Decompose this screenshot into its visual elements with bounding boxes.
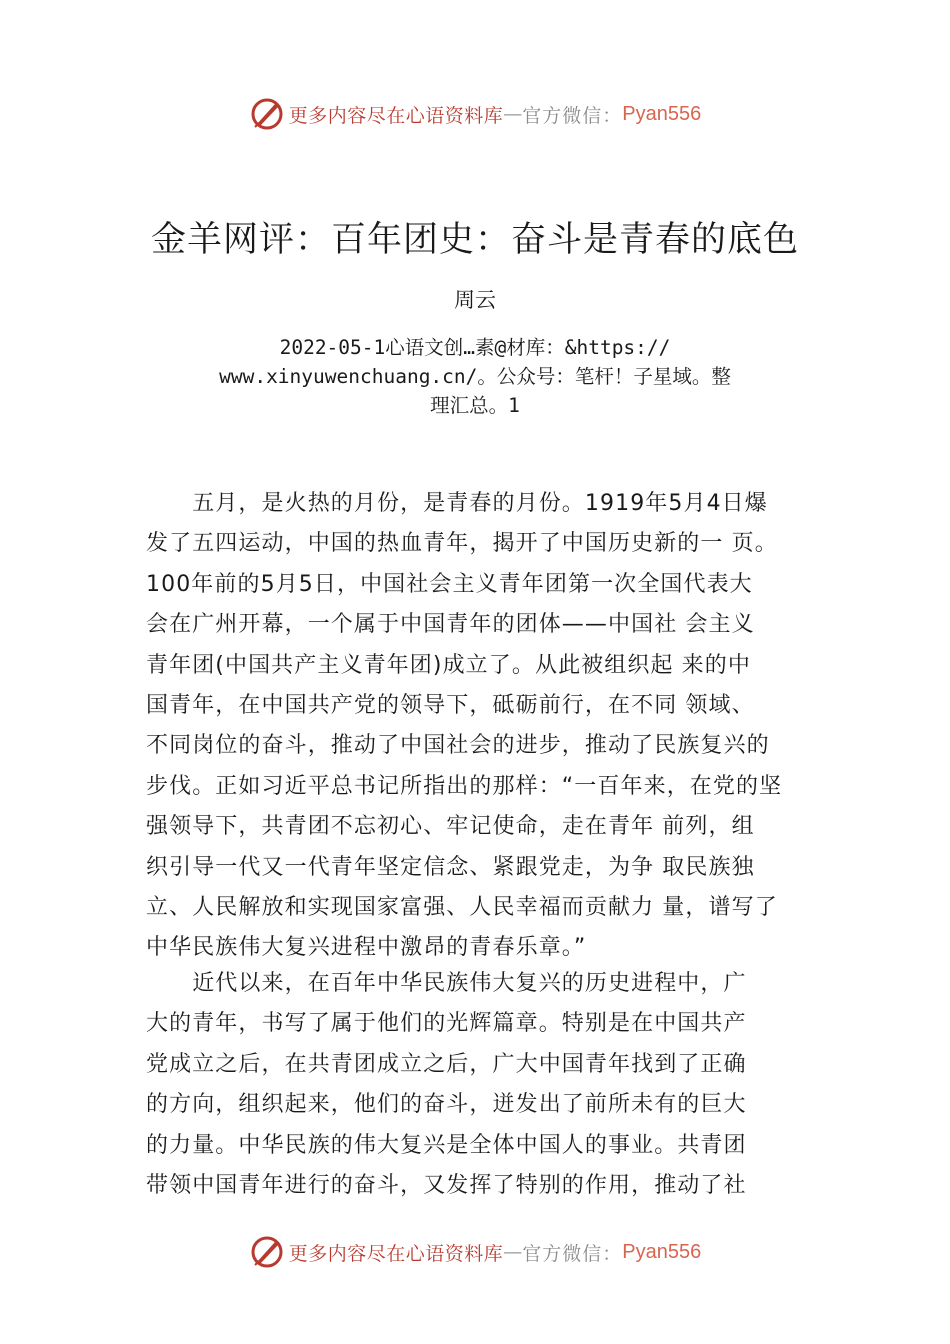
meta-block: [160, 333, 790, 420]
text-line: 近代以来，在百年中华民族伟大复兴的历史进程中，广: [146, 971, 747, 996]
text-line: 带领中国青年进行的奋斗，又发挥了特别的作用，推动了社: [146, 1173, 747, 1199]
text-line: 的方向，组织起来，他们的奋斗，迸发出了前所未有的巨大: [146, 1092, 747, 1118]
text-line: 强领导下，共青团不忘初心、牢记使命，走在青年 前列，组: [146, 814, 755, 840]
paragraph-1: [146, 484, 836, 969]
text-line: 会在广州开幕，一个属于中国青年的团体——中国社 会主义: [146, 612, 755, 638]
meta-line: www.xinyuwenchuang.cn/。公众号：笔杆！子星域。整: [219, 365, 731, 388]
text-line: 党成立之后，在共青团成立之后，广大中国青年找到了正确: [146, 1051, 747, 1077]
text-line: 步伐。正如习近平总书记所指出的那样：“一百年来，在党的坚: [146, 773, 783, 799]
text-line: 五月，是火热的月份，是青春的月份。1919年5月4日爆: [146, 491, 768, 516]
banner-slogan: 更多内容尽在心语资料库: [288, 104, 504, 127]
banner-separator: —: [503, 1241, 523, 1263]
text-line: 不同岗位的奋斗，推动了中国社会的进步，推动了民族复兴的: [146, 733, 770, 759]
text-line: 立、人民解放和实现国家富强、人民幸福而贡献力 量，谱写了: [146, 895, 778, 921]
banner-wechat-id: Pyan556: [622, 1240, 702, 1263]
quill-logo-icon: [249, 96, 285, 132]
text-line: 青年团(中国共产主义青年团)成立了。从此被组织起 来的中: [146, 652, 751, 678]
meta-line: 理汇总。1: [430, 394, 520, 417]
banner-wechat-label: 官方微信：: [522, 1242, 623, 1265]
page-title: 金羊网评：百年团史：奋斗是青春的底色: [150, 220, 799, 260]
text-line: 国青年，在中国共产党的领导下，砥砺前行，在不同 领域、: [146, 693, 755, 719]
footer-banner: [0, 1232, 950, 1272]
banner-separator: —: [503, 103, 523, 125]
header-banner: [0, 94, 950, 134]
banner-wechat-id: Pyan556: [622, 102, 702, 125]
banner-wechat-label: 官方微信：: [522, 104, 623, 127]
text-line: 大的青年，书写了属于他们的光辉篇章。特别是在中国共产: [146, 1011, 747, 1037]
paragraph-2: [146, 964, 836, 1206]
text-line: 织引导一代又一代青年坚定信念、紧跟党走，为争 取民族独: [146, 854, 755, 880]
text-line: 中华民族伟大复兴进程中激昂的青春乐章。”: [146, 935, 587, 961]
text-line: 发了五四运动，中国的热血青年，揭开了中国历史新的一 页。: [146, 531, 778, 557]
text-line: 100年前的5月5日，中国社会主义青年团第一次全国代表大: [146, 571, 753, 597]
author-name: 周云: [454, 288, 496, 312]
banner-slogan: 更多内容尽在心语资料库: [288, 1242, 504, 1265]
text-line: 的力量。中华民族的伟大复兴是全体中国人的事业。共青团: [146, 1132, 747, 1158]
meta-line: 2022-05-1心语文创…素@材库：&https://: [279, 336, 671, 359]
quill-logo-icon: [249, 1234, 285, 1270]
